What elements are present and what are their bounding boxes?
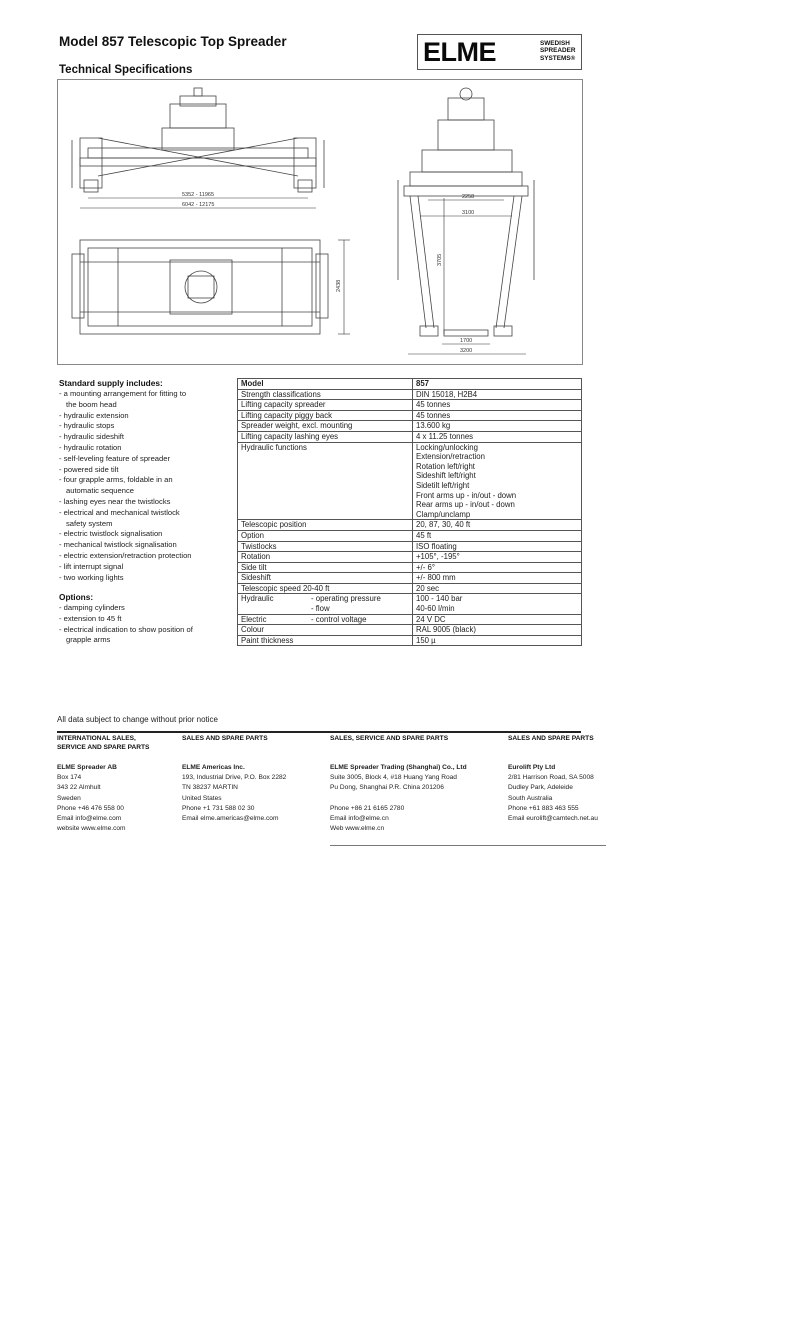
spec-value xyxy=(413,520,582,531)
spec-table xyxy=(237,378,582,646)
options-list xyxy=(59,603,193,646)
logo-tagline-line: SPREADER xyxy=(540,47,576,55)
elme-logo xyxy=(417,34,582,70)
contact-column xyxy=(508,735,598,824)
table-row xyxy=(238,594,582,614)
spec-value xyxy=(413,530,582,541)
list-item: - two working lights xyxy=(59,572,124,582)
list-item: grapple arms xyxy=(66,635,111,645)
contact-company: ELME Spreader AB xyxy=(57,764,117,771)
dim-width-top: 2258 xyxy=(462,194,475,200)
spec-label xyxy=(238,614,413,625)
spec-label: Hydraulic functions xyxy=(238,442,413,520)
contact-line: South Australia xyxy=(508,794,553,802)
side-view xyxy=(72,88,324,192)
table-row xyxy=(238,520,582,531)
logo-tagline xyxy=(540,40,576,62)
contact-line: Phone +46 476 558 00 xyxy=(57,804,124,812)
spec-value-line: Locking/unlocking xyxy=(416,442,478,452)
page-title: Model 857 Telescopic Top Spreader xyxy=(59,34,287,49)
paint-label: Paint thickness xyxy=(238,635,413,646)
spec-value-line: Sidetilt left/right xyxy=(416,480,470,490)
table-row xyxy=(238,583,582,594)
table-row xyxy=(238,635,582,646)
table-row xyxy=(238,552,582,563)
contact-heading-line: INTERNATIONAL SALES, xyxy=(57,735,136,742)
spec-value xyxy=(413,442,582,520)
bottom-divider xyxy=(330,845,606,846)
list-item: - electric extension/retraction protection xyxy=(59,550,192,560)
contact-line: 193, Industrial Drive, P.O. Box 2282 xyxy=(182,774,287,782)
contact-line: United States xyxy=(182,794,222,802)
spec-label: Telescopic speed 20-40 ft xyxy=(238,583,413,594)
contact-column xyxy=(57,735,149,834)
contact-line: 2/81 Harrison Road, SA 5008 xyxy=(508,774,594,782)
spec-value-line: 4 x 11.25 tonnes xyxy=(416,431,474,441)
standard-supply-heading: Standard supply includes: xyxy=(59,378,163,388)
table-row xyxy=(238,389,582,400)
list-item: - self-leveling feature of spreader xyxy=(59,453,171,463)
table-row xyxy=(238,625,582,636)
contact-line: Phone +61 883 463 555 xyxy=(508,804,579,812)
contact-heading xyxy=(508,735,598,757)
contact-line: Email info@elme.cn xyxy=(330,815,389,823)
colour-value: RAL 9005 (black) xyxy=(413,625,582,636)
table-row xyxy=(238,530,582,541)
contact-body xyxy=(330,763,467,834)
hydraulic-sub1-label: - operating pressure xyxy=(311,594,381,604)
dim-inner-length: 5352 - 11965 xyxy=(182,192,215,198)
contact-body xyxy=(508,763,598,824)
spec-label: Twistlocks xyxy=(238,541,413,552)
table-row xyxy=(238,400,582,411)
list-item: automatic sequence xyxy=(66,486,134,496)
spec-header-label: Model xyxy=(238,379,413,390)
spec-label: Lifting capacity piggy back xyxy=(238,410,413,421)
spec-value-line: DIN 15018, H2B4 xyxy=(416,389,478,399)
spec-value-line: Rotation left/right xyxy=(416,461,475,471)
spec-table-body xyxy=(238,379,582,594)
contact-line: Phone +1 731 588 02 30 xyxy=(182,804,255,812)
spec-label: Option xyxy=(238,530,413,541)
table-row xyxy=(238,562,582,573)
spec-value-line: 45 ft xyxy=(416,530,432,540)
standard-supply-list xyxy=(59,389,192,583)
spec-value xyxy=(413,541,582,552)
dim-bottom-outer: 3200 xyxy=(460,348,473,354)
contact-company: ELME Americas Inc. xyxy=(182,764,245,771)
dim-plan-width: 2438 xyxy=(336,279,342,292)
spec-label: Lifting capacity spreader xyxy=(238,400,413,411)
contact-line: Email elme.americas@elme.com xyxy=(182,815,279,823)
spec-value-line: ISO floating xyxy=(416,541,457,551)
spec-value-line: +/- 800 mm xyxy=(416,573,456,583)
logo-tagline-line: SWEDISH xyxy=(540,40,570,47)
spec-value-line: 20 sec xyxy=(416,583,439,593)
table-row xyxy=(238,614,582,625)
section-title: Technical Specifications xyxy=(59,64,193,76)
spec-value-line: Clamp/unclamp xyxy=(416,509,471,519)
spec-value xyxy=(413,421,582,432)
dim-outer-length: 6042 - 12175 xyxy=(182,202,215,208)
logo-word: ELME xyxy=(423,37,497,67)
electric-value: 24 V DC xyxy=(413,614,582,625)
contact-line: Pu Dong, Shanghai P.R. China 201206 xyxy=(330,784,444,792)
spec-value-line: 20, 87, 30, 40 ft xyxy=(416,520,471,530)
contact-line: Sweden xyxy=(57,794,81,802)
list-item: - damping cylinders xyxy=(59,603,125,612)
contact-heading-line: SALES AND SPARE PARTS xyxy=(182,735,268,742)
list-item: - powered side tilt xyxy=(59,464,119,474)
spec-value-line: +/- 6° xyxy=(416,562,435,572)
contact-line xyxy=(330,794,467,804)
dim-width-mid: 3100 xyxy=(462,210,475,216)
spreader-drawing-svg xyxy=(58,80,582,364)
contact-line: Email info@elme.com xyxy=(57,815,122,823)
spec-value xyxy=(413,573,582,584)
contact-line: Suite 3005, Block 4, #18 Huang Yang Road xyxy=(330,774,457,782)
table-row xyxy=(238,442,582,520)
contact-line: Web www.elme.cn xyxy=(330,825,385,833)
spec-label: Rotation xyxy=(238,552,413,563)
contact-heading-line: SERVICE AND SPARE PARTS xyxy=(57,743,150,751)
spec-value xyxy=(413,400,582,411)
list-item: - lift interrupt signal xyxy=(59,561,124,571)
hydraulic-val2: 40-60 l/min xyxy=(416,604,455,614)
dim-height: 3705 xyxy=(437,253,443,266)
list-item: - hydraulic sideshift xyxy=(59,432,124,442)
spec-value-line: 13.600 kg xyxy=(416,421,451,431)
contact-column xyxy=(330,735,467,834)
hydraulic-sub-2 xyxy=(241,604,409,614)
hydraulic-sub2-label: - flow xyxy=(311,604,330,614)
list-item: - four grapple arms, foldable in an xyxy=(59,475,173,485)
spec-value xyxy=(413,431,582,442)
contact-line: Dudley Park, Adeleide xyxy=(508,784,573,792)
spec-header-value: 857 xyxy=(413,379,582,390)
electric-label: Electric xyxy=(241,614,267,624)
spec-value xyxy=(413,594,582,614)
spec-value xyxy=(413,583,582,594)
contact-heading xyxy=(57,735,149,757)
spec-label: Side tilt xyxy=(238,562,413,573)
list-item: - electrical and mechanical twistlock xyxy=(59,507,180,517)
contact-line: Email eurolift@camtech.net.au xyxy=(508,815,598,823)
hydraulic-val1: 100 - 140 bar xyxy=(416,594,463,604)
spec-table-header xyxy=(238,379,582,390)
electric-sub xyxy=(241,615,409,625)
list-item: - mechanical twistlock signalisation xyxy=(59,540,177,550)
contact-company: ELME Spreader Trading (Shanghai) Co., Ltd xyxy=(330,764,467,771)
spec-label xyxy=(238,594,413,614)
contact-heading-line: SALES, SERVICE AND SPARE PARTS xyxy=(330,735,449,742)
contact-body xyxy=(57,763,149,834)
contact-column xyxy=(182,735,286,824)
hydraulic-sub-1 xyxy=(241,594,409,604)
contact-line: Phone +86 21 6165 2780 xyxy=(330,804,405,812)
contact-line: 343 22 Almhult xyxy=(57,784,101,792)
list-item: - a mounting arrangement for fitting to xyxy=(59,389,187,398)
list-item: the boom head xyxy=(66,399,117,409)
contact-heading-line: SALES AND SPARE PARTS xyxy=(508,735,594,742)
options-heading: Options: xyxy=(59,592,94,602)
table-row xyxy=(238,541,582,552)
spec-value xyxy=(413,552,582,563)
list-item: - hydraulic stops xyxy=(59,421,115,431)
table-row xyxy=(238,573,582,584)
colour-label: Colour xyxy=(238,625,413,636)
technical-drawing xyxy=(57,79,583,365)
contact-line: Box 174 xyxy=(57,774,82,782)
spec-label: Sideshift xyxy=(238,573,413,584)
spec-value-line: +105°, -195° xyxy=(416,552,460,562)
table-row xyxy=(238,410,582,421)
spec-value xyxy=(413,562,582,573)
plan-view xyxy=(72,240,328,334)
spec-value xyxy=(413,389,582,400)
dim-bottom-inner: 1700 xyxy=(460,338,473,344)
spec-value-line: Front arms up - in/out - down xyxy=(416,490,517,500)
spec-value-line: Sideshift left/right xyxy=(416,471,476,481)
list-item: - hydraulic extension xyxy=(59,410,129,420)
spec-value-line: 45 tonnes xyxy=(416,400,451,410)
footer-divider xyxy=(57,731,581,733)
spec-label: Lifting capacity lashing eyes xyxy=(238,431,413,442)
end-dimension-lines xyxy=(408,198,526,354)
list-item: - electric twistlock signalisation xyxy=(59,529,163,539)
logo-tagline-line: SYSTEMS® xyxy=(540,54,576,62)
list-item: safety system xyxy=(66,518,113,528)
spec-label: Spreader weight, excl. mounting xyxy=(238,421,413,432)
contact-line: TN 38237 MARTIN xyxy=(182,784,238,792)
spec-label: Strength classifications xyxy=(238,389,413,400)
electric-sub-label: - control voltage xyxy=(311,614,367,624)
list-item: - lashing eyes near the twistlocks xyxy=(59,496,171,506)
list-item: - electrical indication to show position of xyxy=(59,624,193,634)
table-row xyxy=(238,431,582,442)
contact-body xyxy=(182,763,286,824)
contact-heading xyxy=(330,735,467,757)
contact-heading xyxy=(182,735,286,757)
hydraulic-spacer xyxy=(241,604,311,614)
spec-table-tail xyxy=(238,594,582,646)
spec-value-line: Extension/retraction xyxy=(416,452,485,462)
contact-company: Eurolift Pty Ltd xyxy=(508,764,556,771)
spec-value xyxy=(413,410,582,421)
list-item: - extension to 45 ft xyxy=(59,613,122,623)
spec-value-line: Rear arms up - in/out - down xyxy=(416,500,515,510)
list-item: - hydraulic rotation xyxy=(59,442,122,452)
contact-line: website www.elme.com xyxy=(57,825,126,833)
hydraulic-label: Hydraulic xyxy=(241,594,274,604)
change-notice: All data subject to change without prior notice xyxy=(57,715,218,724)
spec-label: Telescopic position xyxy=(238,520,413,531)
table-row xyxy=(238,421,582,432)
paint-value: 150 µ xyxy=(413,635,582,646)
spec-value-line: 45 tonnes xyxy=(416,410,451,420)
